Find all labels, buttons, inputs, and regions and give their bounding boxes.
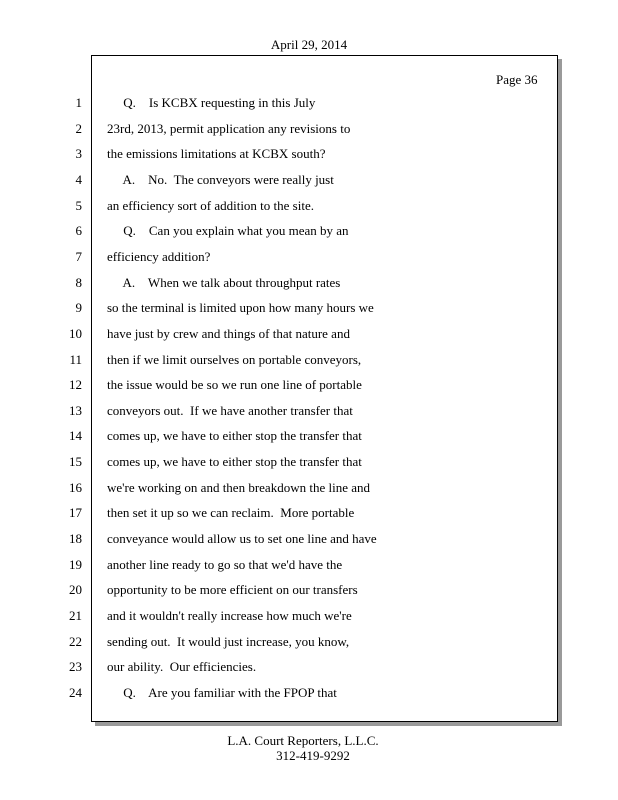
line-number: 18 bbox=[69, 531, 82, 547]
line-text: Q. Can you explain what you mean by an bbox=[107, 223, 349, 239]
line-text: Q. Are you familiar with the FPOP that bbox=[107, 684, 337, 700]
line-text: 23rd, 2013, permit application any revisions to bbox=[107, 120, 351, 136]
line-number: 8 bbox=[75, 274, 82, 290]
line-text: A. When we talk about throughput rates bbox=[107, 274, 341, 290]
line-number: 23 bbox=[69, 659, 82, 675]
line-text: then if we limit ourselves on portable conveyors, bbox=[107, 351, 362, 367]
line-number: 17 bbox=[69, 505, 82, 521]
line-text: conveyors out. If we have another transfer that bbox=[107, 402, 353, 418]
line-text: the emissions limitations at KCBX south? bbox=[107, 146, 326, 162]
line-text: and it wouldn't really increase how much we're bbox=[107, 608, 352, 623]
line-text: comes up, we have to either stop the transfer that bbox=[107, 454, 362, 470]
line-number: 19 bbox=[69, 556, 82, 572]
line-number: 24 bbox=[69, 684, 82, 700]
line-text: the issue would be so we run one line of portable bbox=[107, 377, 362, 393]
line-text: A. No. The conveyors were really just bbox=[107, 171, 334, 187]
line-text: comes up, we have to either stop the transfer that bbox=[107, 428, 362, 444]
line-text: efficiency addition? bbox=[107, 248, 211, 264]
line-number: 20 bbox=[69, 582, 82, 598]
line-number: 2 bbox=[75, 120, 82, 136]
header-date: April 29, 2014 bbox=[270, 37, 348, 52]
line-number: 7 bbox=[75, 248, 82, 264]
line-number: 3 bbox=[75, 146, 82, 162]
line-text: opportunity to be more efficient on our transfers bbox=[107, 582, 358, 598]
line-number: 14 bbox=[69, 428, 82, 444]
line-text: have just by crew and things of that nature and bbox=[107, 325, 350, 341]
line-text: another line ready to go so that we'd have the bbox=[107, 556, 343, 572]
line-number: 4 bbox=[75, 171, 82, 187]
line-text: so the terminal is limited upon how many hours we bbox=[107, 300, 374, 316]
line-number: 13 bbox=[69, 402, 82, 418]
line-text: we're working on and then breakdown the line and bbox=[107, 479, 370, 495]
line-text: sending out. It would just increase, you know, bbox=[107, 633, 350, 649]
line-text: conveyance would allow us to set one line and have bbox=[107, 531, 377, 547]
line-number: 16 bbox=[69, 479, 82, 495]
line-number: 6 bbox=[75, 223, 82, 239]
page-number: Page 36 bbox=[496, 72, 538, 87]
line-text: then set it up so we can reclaim. More portable bbox=[107, 505, 355, 521]
line-number: 9 bbox=[75, 300, 82, 316]
footer-company: L.A. Court Reporters, L.L.C. bbox=[227, 733, 379, 748]
line-text: an efficiency sort of addition to the site. bbox=[107, 197, 314, 213]
line-number: 11 bbox=[69, 351, 82, 367]
line-number: 5 bbox=[75, 197, 82, 213]
line-number: 15 bbox=[69, 454, 82, 470]
line-number: 12 bbox=[69, 377, 82, 393]
line-number: 10 bbox=[69, 325, 82, 341]
line-text: Q. Is KCBX requesting in this July bbox=[107, 95, 316, 110]
line-text: our ability. Our efficiencies. bbox=[107, 659, 257, 675]
line-number: 21 bbox=[69, 608, 82, 623]
footer-phone: 312-419-9292 bbox=[276, 748, 350, 763]
line-number: 1 bbox=[75, 95, 82, 110]
line-number: 22 bbox=[69, 633, 82, 649]
